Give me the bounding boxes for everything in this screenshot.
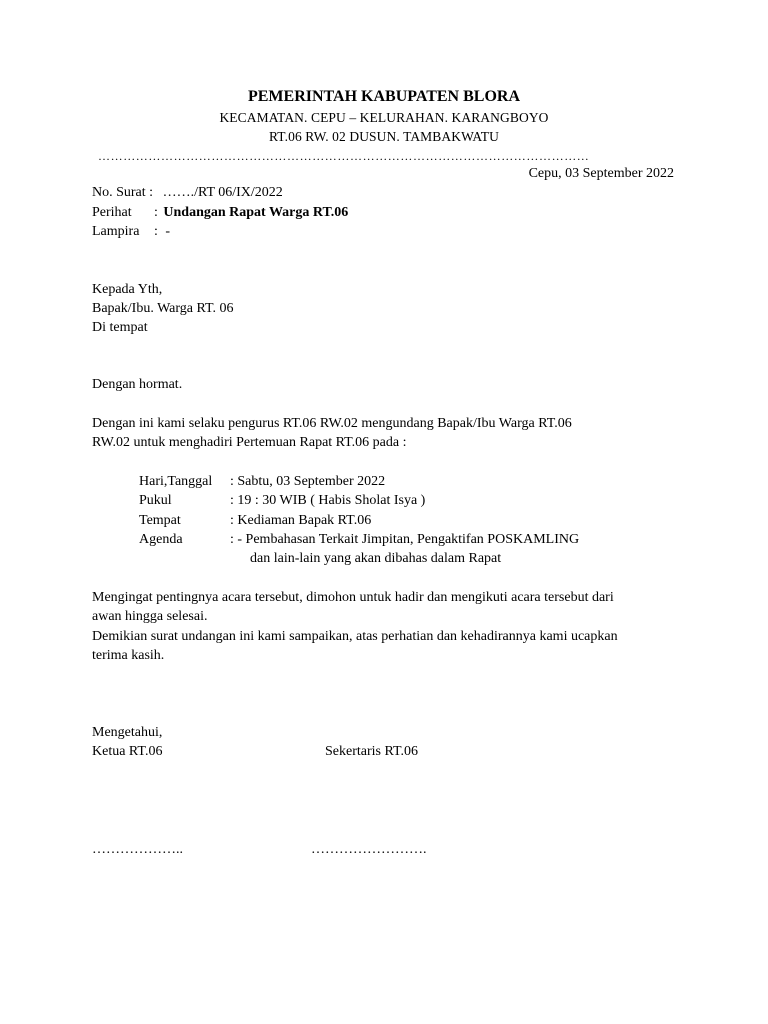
greeting: Dengan hormat. [92,377,183,392]
letter-date: Cepu, 03 September 2022 [528,166,674,181]
letter-subject-row [92,203,348,223]
letter-attachment-row [92,222,170,242]
detail-time-value: : 19 : 30 WIB ( Habis Sholat Isya ) [230,493,426,508]
chairman-signature-line: ……………….. [92,842,183,857]
detail-place-value: : Kediaman Bapak RT.06 [230,513,372,528]
letter-subject-value: Undangan Rapat Warga RT.06 [163,205,349,220]
letter-subject-label: Perihat [92,205,132,220]
letter-number-label: No. Surat : [92,185,154,200]
recipient-line-1: Kepada Yth, [92,282,163,297]
acknowledged-label: Mengetahui, [92,725,163,740]
detail-date-value: : Sabtu, 03 September 2022 [230,474,386,489]
secretary-signature-line: ……………………. [311,842,427,857]
letterhead-address: RT.06 RW. 02 DUSUN. TAMBAKWATU [268,129,499,144]
recipient-line-2: Bapak/Ibu. Warga RT. 06 [92,301,234,316]
closing-line-2: awan hingga selesai. [92,609,208,624]
chairman-title: Ketua RT.06 [92,744,163,759]
detail-agenda-value-1: : - Pembahasan Terkait Jimpitan, Pengaktifan POSKAMLING [230,532,580,547]
detail-place-label: Tempat [139,513,181,528]
letter-number-value: ……./RT 06/IX/2022 [162,185,283,200]
closing-line-4: terima kasih. [92,648,165,663]
detail-agenda-value-2: dan lain-lain yang akan dibahas dalam Rapat [250,551,502,566]
closing-line-3: Demikian surat undangan ini kami sampaikan, atas perhatian dan kehadirannya kami ucapkan [92,629,618,644]
detail-agenda-label: Agenda [139,532,183,547]
letterhead-separator: ……………………………………………………………………………………………………… [98,150,590,162]
letter-attachment-label: Lampira [92,224,140,239]
recipient-line-3: Di tempat [92,320,148,335]
letter-number-row [92,183,283,203]
intro-line-1: Dengan ini kami selaku pengurus RT.06 RW.02 mengundang Bapak/Ibu Warga RT.06 [92,416,572,431]
letterhead-government: PEMERINTAH KABUPATEN BLORA [247,88,520,105]
secretary-title: Sekertaris RT.06 [325,744,418,759]
intro-line-2: RW.02 untuk menghadiri Pertemuan Rapat RT.06 pada : [92,435,407,450]
letter-attachment-value: - [165,224,171,239]
closing-line-1: Mengingat pentingnya acara tersebut, dimohon untuk hadir dan mengikuti acara tersebut dari [92,590,614,605]
detail-time-label: Pukul [139,493,172,508]
detail-date-label: Hari,Tanggal [139,474,213,489]
letter-subject-separator: : [154,205,158,220]
letterhead-district: KECAMATAN. CEPU – KELURAHAN. KARANGBOYO [219,110,549,125]
letter-attachment-separator: : [154,224,158,239]
